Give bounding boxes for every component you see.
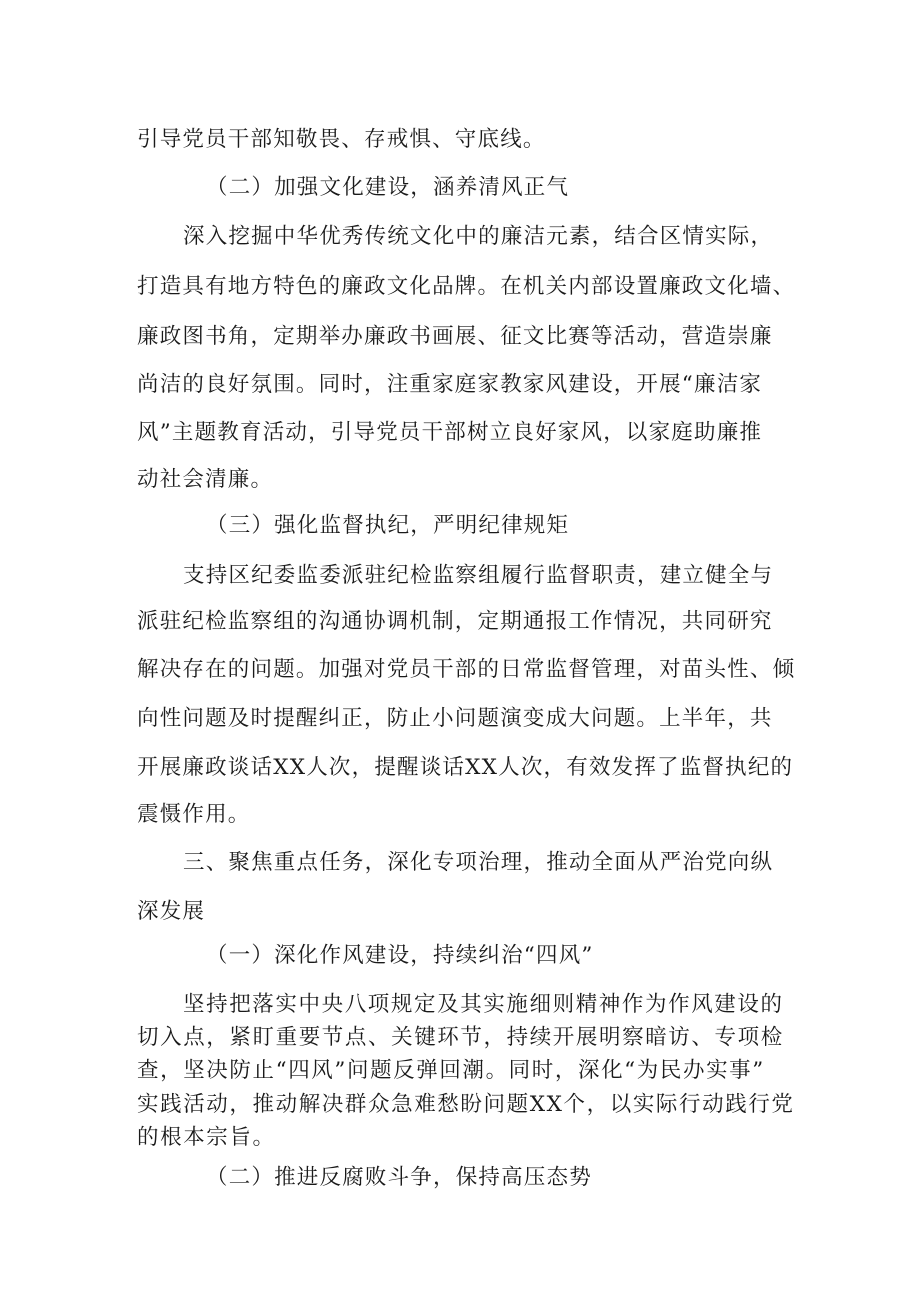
paragraph-line-20: 切入点，紧盯重要节点、关键环节，持续开展明察暗访、专项检 — [137, 1025, 784, 1050]
paragraph-line-3: 深入挖掘中华优秀传统文化中的廉洁元素，结合区情实际， — [183, 224, 774, 249]
paragraph-line-5: 廉政图书角，定期举办廉政书画展、征文比赛等活动，营造崇廉 — [137, 324, 773, 349]
paragraph-line-15: 震慑作用。 — [137, 802, 251, 827]
paragraph-line-12: 解决存在的问题。加强对党员干部的日常监督管理，对苗头性、倾 — [137, 657, 796, 682]
paragraph-line-21: 查，坚决防止“四风”问题反弹回潮。同时，深化“为民办实事” — [137, 1058, 765, 1083]
paragraph-line-23: 的根本宗旨。 — [137, 1125, 276, 1150]
paragraph-line-4: 打造具有地方特色的廉政文化品牌。在机关内部设置廉政文化墙、 — [137, 274, 796, 299]
paragraph-line-10: 支持区纪委监委派驻纪检监察组履行监督职责，建立健全与 — [183, 563, 774, 588]
paragraph-line-14: 开展廉政谈话XX人次，提醒谈话XX人次，有效发挥了监督执纪的 — [137, 755, 794, 780]
section-heading-style: （一）深化作风建设，持续纠治“四风” — [206, 943, 594, 968]
section-heading-supervision: （三）强化监督执纪，严明纪律规矩 — [206, 513, 570, 538]
chapter-heading-three: 三、聚焦重点任务，深化专项治理，推动全面从严治党向纵 — [183, 850, 774, 875]
chapter-heading-three-cont: 深发展 — [137, 899, 206, 924]
paragraph-line-1: 引导党员干部知敬畏、存戒惧、守底线。 — [137, 127, 546, 152]
paragraph-line-13: 向性问题及时提醒纠正，防止小问题演变成大问题。上半年，共 — [137, 706, 773, 731]
paragraph-line-19: 坚持把落实中央八项规定及其实施细则精神作为作风建设的 — [183, 992, 784, 1017]
paragraph-line-22: 实践活动，推动解决群众急难愁盼问题XX个，以实际行动践行党 — [137, 1092, 795, 1117]
paragraph-line-11: 派驻纪检监察组的沟通协调机制，定期通报工作情况，共同研究 — [137, 609, 773, 634]
paragraph-line-8: 动社会清廉。 — [137, 467, 274, 492]
paragraph-line-6: 尚洁的良好氛围。同时，注重家庭家教家风建设，开展“廉洁家 — [137, 372, 763, 397]
paragraph-line-7: 风”主题教育活动，引导党员干部树立良好家风，以家庭助廉推 — [137, 420, 763, 445]
section-heading-anticorruption: （二）推进反腐败斗争，保持高压态势 — [206, 1165, 592, 1190]
section-heading-culture: （二）加强文化建设，涵养清风正气 — [206, 175, 570, 200]
